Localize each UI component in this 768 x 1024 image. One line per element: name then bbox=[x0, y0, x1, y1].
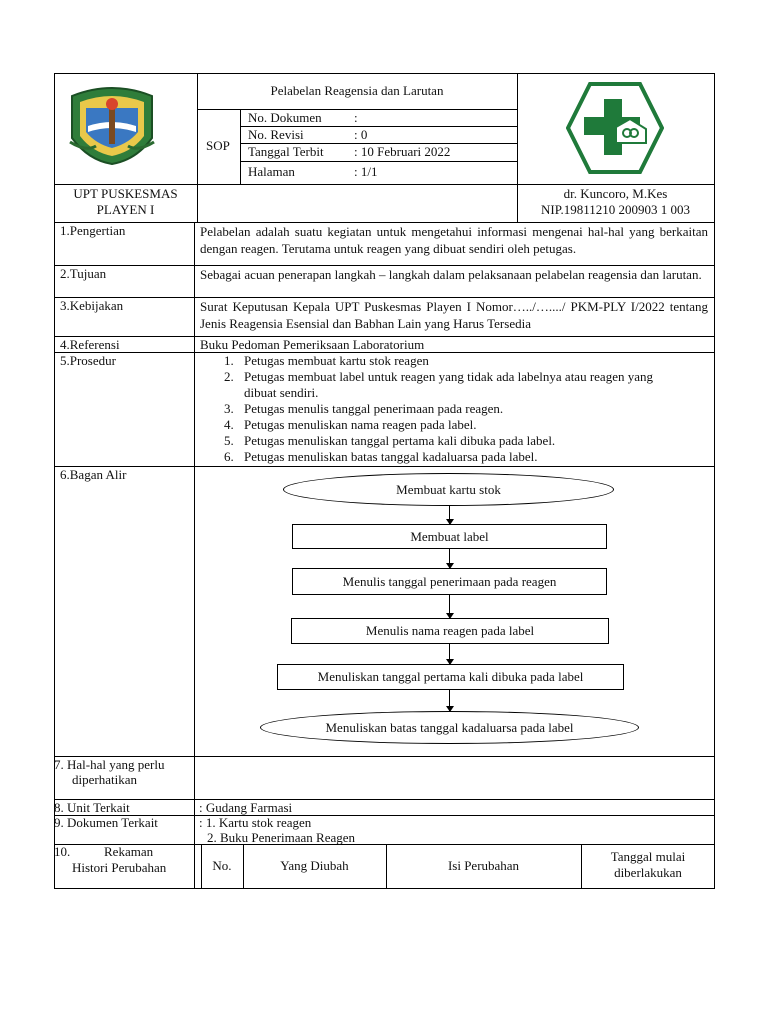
rekaman-label-line-2: Histori Perubahan bbox=[72, 860, 167, 875]
signer-nip: NIP.19811210 200903 1 003 bbox=[540, 202, 691, 217]
history-col-no: No. bbox=[212, 858, 232, 873]
doc-number-value: : bbox=[354, 110, 358, 125]
prosedur-step: 6. Petugas menuliskan batas tanggal kadaluarsa pada label. bbox=[224, 449, 538, 464]
dokumen-terkait-line-2: 2. Buku Penerimaan Reagen bbox=[207, 830, 356, 845]
dokumen-terkait-line-1: : 1. Kartu stok reagen bbox=[199, 815, 312, 830]
signer-block bbox=[517, 186, 714, 218]
referensi-text: Buku Pedoman Pemeriksaan Laboratorium bbox=[200, 337, 425, 352]
history-col-content: Isi Perubahan bbox=[447, 858, 520, 873]
revision-label: No. Revisi bbox=[248, 127, 304, 142]
history-col-effective-date: Tanggal mulai diberlakukan bbox=[610, 849, 686, 880]
unit-terkait-value: : Gudang Farmasi bbox=[199, 800, 293, 815]
prosedur-step: 3. Petugas menulis tanggal penerimaan pada reagen. bbox=[224, 401, 504, 416]
issue-date-label: Tanggal Terbit bbox=[248, 144, 324, 159]
prosedur-list bbox=[196, 353, 656, 465]
prosedur-step: 5. Petugas menuliskan tanggal pertama kali dibuka pada label. bbox=[224, 433, 556, 448]
puskesmas-logo-icon bbox=[566, 81, 664, 175]
document-title: Pelabelan Reagensia dan Larutan bbox=[270, 83, 444, 98]
revision-value: : 0 bbox=[354, 127, 368, 142]
prosedur-step: 1. Petugas membuat kartu stok reagen bbox=[224, 353, 429, 368]
rekaman-label-word: Rekaman bbox=[104, 844, 154, 859]
prosedur-step: 2. Petugas membuat label untuk reagen yang tidak ada labelnya atau reagen yang dibuat sendiri. bbox=[224, 369, 653, 400]
org-line-1: UPT PUSKESMAS bbox=[73, 186, 178, 201]
flow-arrow bbox=[449, 505, 450, 524]
page-label: Halaman bbox=[248, 164, 295, 179]
flow-arrow bbox=[449, 643, 450, 664]
flow-node-start: Membuat kartu stok bbox=[283, 473, 614, 506]
flow-arrow bbox=[449, 689, 450, 711]
tujuan-text: Sebagai acuan penerapan langkah – langkah dalam pelaksanaan pelabelan reagensia dan larutan. bbox=[200, 267, 702, 282]
history-col-changed: Yang Diubah bbox=[280, 858, 349, 873]
flow-arrow bbox=[449, 548, 450, 568]
hal-hal-label-2: diperhatikan bbox=[72, 772, 137, 787]
unit-terkait-label: 8. Unit Terkait bbox=[54, 800, 130, 815]
pengertian-text: Pelabelan adalah suatu kegiatan untuk mengetahui informasi mengenai hal-hal yang berkaitan dengan reagen. Terutama untuk reagen yang dibuat sendiri oleh petugas. bbox=[200, 224, 708, 256]
regional-emblem-icon bbox=[66, 86, 158, 166]
prosedur-step: 4. Petugas menuliskan nama reagen pada label. bbox=[224, 417, 477, 432]
org-name bbox=[54, 186, 197, 218]
issue-date-value: : 10 Februari 2022 bbox=[354, 144, 451, 159]
flow-node-opened-date: Menuliskan tanggal pertama kali dibuka pada label bbox=[277, 664, 624, 690]
flow-node-reagent-name: Menulis nama reagen pada label bbox=[291, 618, 609, 644]
kebijakan-text: Surat Keputusan Kepala UPT Puskesmas Playen I Nomor…../…..../ PKM-PLY I/2022 tentang Jenis Reagensia Esensial dan Babhan Lain yang Harus Tersedia bbox=[200, 299, 708, 331]
flow-node-end: Menuliskan batas tanggal kadaluarsa pada label bbox=[260, 711, 639, 744]
doc-number-label: No. Dokumen bbox=[248, 110, 322, 125]
kebijakan-label: 3.Kebijakan bbox=[60, 298, 124, 313]
flow-node-receipt-date: Menulis tanggal penerimaan pada reagen bbox=[292, 568, 607, 595]
org-line-2: PLAYEN I bbox=[96, 202, 155, 217]
sop-label: SOP bbox=[206, 138, 230, 153]
flow-arrow bbox=[449, 594, 450, 618]
tujuan-label: 2.Tujuan bbox=[60, 266, 107, 281]
dokumen-terkait-label: 9. Dokumen Terkait bbox=[54, 815, 158, 830]
flow-node-label: Membuat label bbox=[292, 524, 607, 549]
hal-hal-label-1: 7. Hal-hal yang perlu bbox=[54, 757, 165, 772]
rekaman-label-number: 10. bbox=[54, 844, 71, 859]
page-value: : 1/1 bbox=[354, 164, 378, 179]
prosedur-label: 5.Prosedur bbox=[60, 353, 116, 368]
signer-name: dr. Kuncoro, M.Kes bbox=[563, 186, 668, 201]
referensi-label: 4.Referensi bbox=[60, 337, 120, 352]
bagan-alir-label: 6.Bagan Alir bbox=[60, 467, 127, 482]
pengertian-label: 1.Pengertian bbox=[60, 223, 126, 238]
